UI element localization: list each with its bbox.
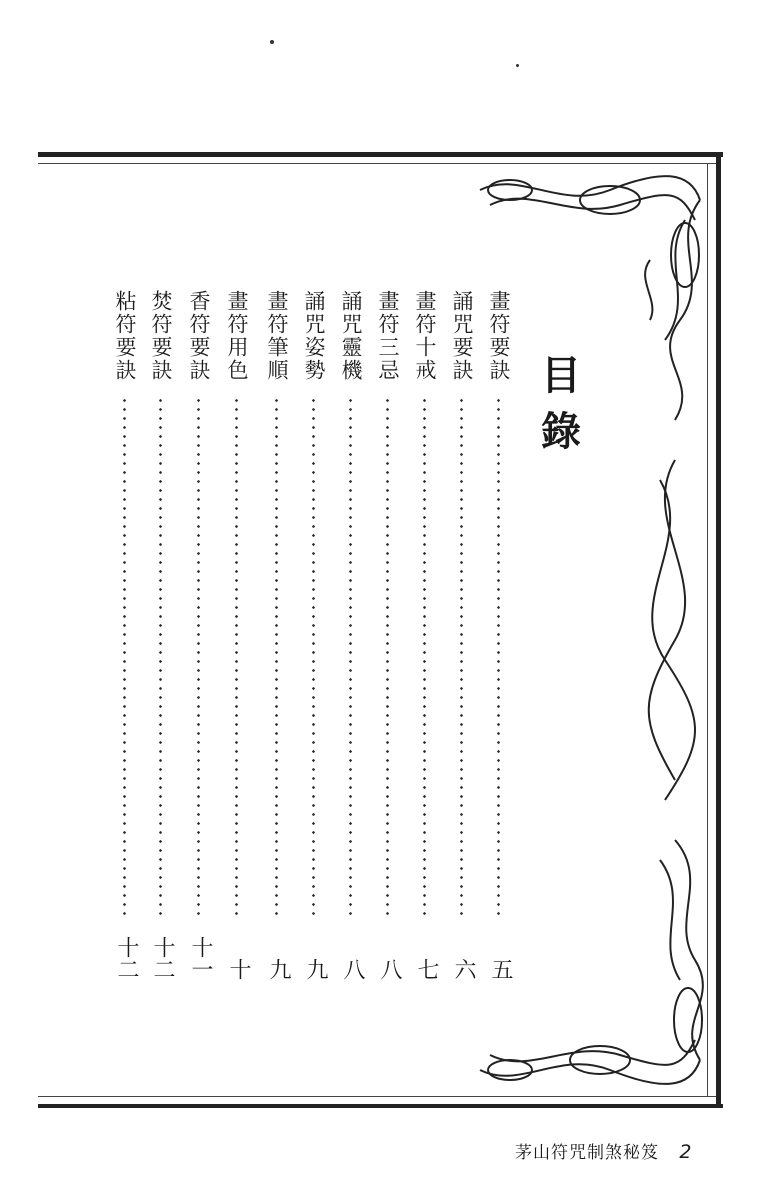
- toc-entry-label: 誦咒要訣: [450, 290, 474, 382]
- toc-entry-label: 畫符筆順: [265, 290, 289, 382]
- toc-entry[interactable]: [447, 290, 477, 980]
- toc-entry[interactable]: [299, 290, 329, 980]
- toc-entry-page: 九: [266, 958, 291, 980]
- toc-entry-page: 十二: [150, 936, 175, 980]
- toc-entry-page: 十一: [188, 936, 213, 980]
- toc-entry-label: 粘符要訣: [113, 290, 137, 382]
- toc-entry[interactable]: [146, 290, 176, 980]
- scan-speck: [270, 40, 274, 44]
- toc-entry-label: 畫符用色: [225, 290, 249, 382]
- toc-entry-page: 五: [488, 958, 513, 980]
- toc-entry[interactable]: [222, 290, 252, 980]
- title-char: 目: [541, 353, 581, 399]
- toc-entry-label: 畫符十戒: [413, 290, 437, 382]
- toc-entry-page: 十: [226, 958, 251, 980]
- toc-entry[interactable]: [110, 290, 140, 980]
- page-title: [536, 348, 586, 468]
- toc-leader-dots: [386, 396, 389, 918]
- toc-entry-page: 六: [451, 958, 476, 980]
- toc-entry[interactable]: [184, 290, 214, 980]
- book-title: 茅山符咒制煞秘笈: [515, 1143, 659, 1163]
- toc-leader-dots: [349, 396, 352, 918]
- toc-entry-label: 香符要訣: [187, 290, 211, 382]
- toc-leader-dots: [275, 396, 278, 918]
- toc-entry-page: 七: [414, 958, 439, 980]
- toc-entry-page: 八: [377, 958, 402, 980]
- toc-entry[interactable]: [484, 290, 514, 980]
- toc-leader-dots: [312, 396, 315, 918]
- frame-rule-bottom: [38, 1104, 723, 1108]
- toc-entry[interactable]: [336, 290, 366, 980]
- page-number: 2: [679, 1141, 693, 1163]
- toc-leader-dots: [123, 396, 126, 918]
- toc-entry-label: 畫符要訣: [487, 290, 511, 382]
- toc-entry[interactable]: [262, 290, 292, 980]
- toc-leader-dots: [423, 396, 426, 918]
- toc-entry-label: 畫符三忌: [376, 290, 400, 382]
- toc-entry-label: 焚符要訣: [149, 290, 173, 382]
- toc-leader-dots: [197, 396, 200, 918]
- toc-entry-page: 十二: [114, 936, 139, 980]
- toc-leader-dots: [460, 396, 463, 918]
- scan-speck: [516, 64, 519, 67]
- toc-leader-dots: [497, 396, 500, 918]
- frame-rule-top: [38, 152, 723, 157]
- frame-rule-right: [716, 152, 721, 1108]
- toc-entry-label: 誦咒靈機: [339, 290, 363, 382]
- toc-leader-dots: [235, 396, 238, 918]
- toc-entry[interactable]: [410, 290, 440, 980]
- toc-entry-label: 誦咒姿勢: [302, 290, 326, 382]
- toc-entry-page: 八: [340, 958, 365, 980]
- toc-entry-page: 九: [303, 958, 328, 980]
- page-footer: [515, 1138, 693, 1163]
- title-char: 錄: [541, 409, 581, 455]
- toc-leader-dots: [159, 396, 162, 918]
- toc-entry[interactable]: [373, 290, 403, 980]
